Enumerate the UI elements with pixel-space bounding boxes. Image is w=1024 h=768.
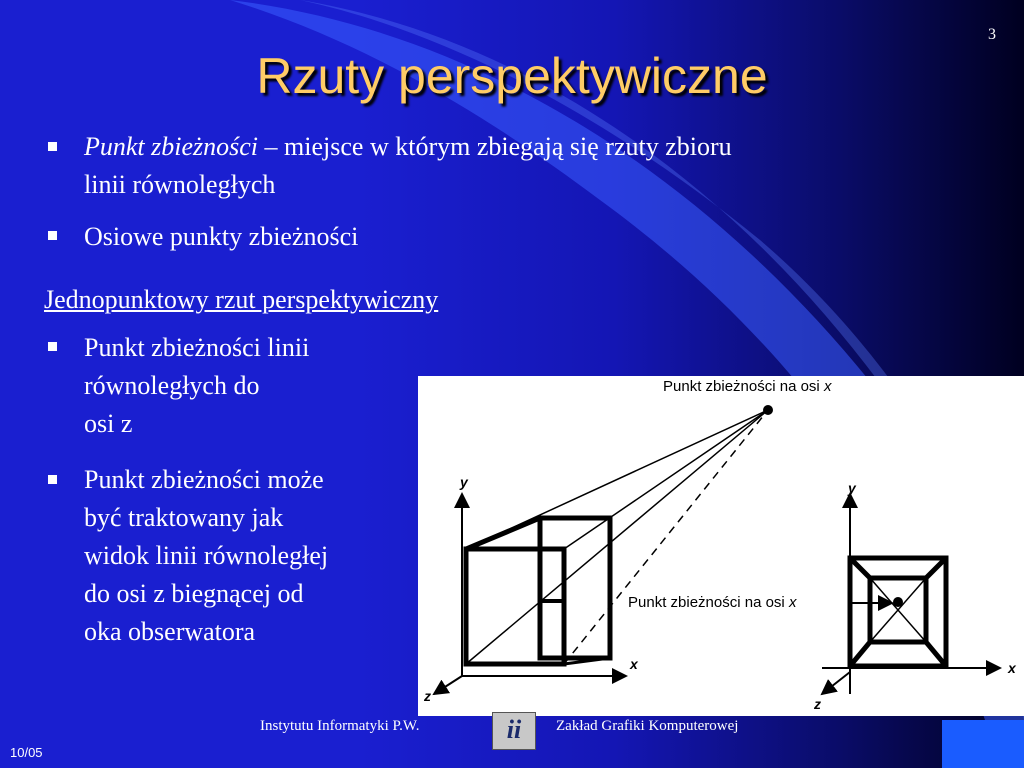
bullet-line: Punkt zbieżności może [84, 465, 324, 494]
definition-line1: – miejsce w którym zbiegają się rzuty zbioru [258, 132, 732, 161]
right-vanishing-point [893, 597, 903, 607]
perspective-figure [418, 376, 1024, 716]
bullet-parallel-lines-z [84, 329, 309, 443]
bullet-line: Punkt zbieżności linii [84, 333, 310, 362]
cube-back-face [540, 518, 610, 658]
perspective-diagram [418, 376, 1024, 716]
left-vanishing-point [763, 405, 773, 415]
bullet-line: widok linii równoległej [84, 541, 329, 570]
institute-logo [492, 712, 536, 750]
right-x-label: x [1008, 660, 1016, 676]
right-z-label: z [814, 696, 821, 712]
slide-number: 3 [988, 26, 996, 43]
bullet-vanishing-point-definition [84, 128, 984, 204]
footer-date: 10/05 [10, 745, 43, 760]
term-vanishing-point: Punkt zbieżności [84, 132, 259, 161]
bullet-line: być traktowany jak [84, 503, 284, 532]
bullet-line: oka obserwatora [84, 617, 256, 646]
bullet-line: do osi z biegnącej od [84, 579, 304, 608]
right-vanishing-label: Punkt zbieżności na osi x [628, 594, 797, 611]
right-y-label: y [848, 480, 856, 496]
slide-title: Rzuty perspektywiczne [256, 48, 768, 104]
bullet-line: równoległych do [84, 371, 260, 400]
left-z-label: z [424, 688, 431, 704]
left-x-label: x [630, 656, 638, 672]
definition-line2: linii równoległych [84, 170, 276, 199]
right-z-axis [822, 672, 850, 694]
bullet-axial-vanishing-points: Osiowe punkty zbieżności [84, 222, 359, 251]
section-heading: Jednopunktowy rzut perspektywiczny [44, 285, 439, 314]
bullet-line: osi z [84, 409, 133, 438]
footer-institute: Instytutu Informatyki P.W. [260, 718, 420, 734]
bullet-observer-view [84, 461, 328, 651]
bullet-marker [48, 231, 57, 240]
left-vanishing-label: Punkt zbieżności na osi x [663, 378, 832, 395]
bullet-marker [48, 142, 57, 151]
bullet-marker [48, 475, 57, 484]
corner-decoration [942, 720, 1024, 768]
logo-text: ii [506, 715, 522, 744]
left-z-axis [434, 676, 462, 694]
cube-front-face [466, 549, 564, 664]
bullet-marker [48, 342, 57, 351]
left-y-label: y [460, 474, 468, 490]
footer-department: Zakład Grafiki Komputerowej [556, 718, 739, 734]
